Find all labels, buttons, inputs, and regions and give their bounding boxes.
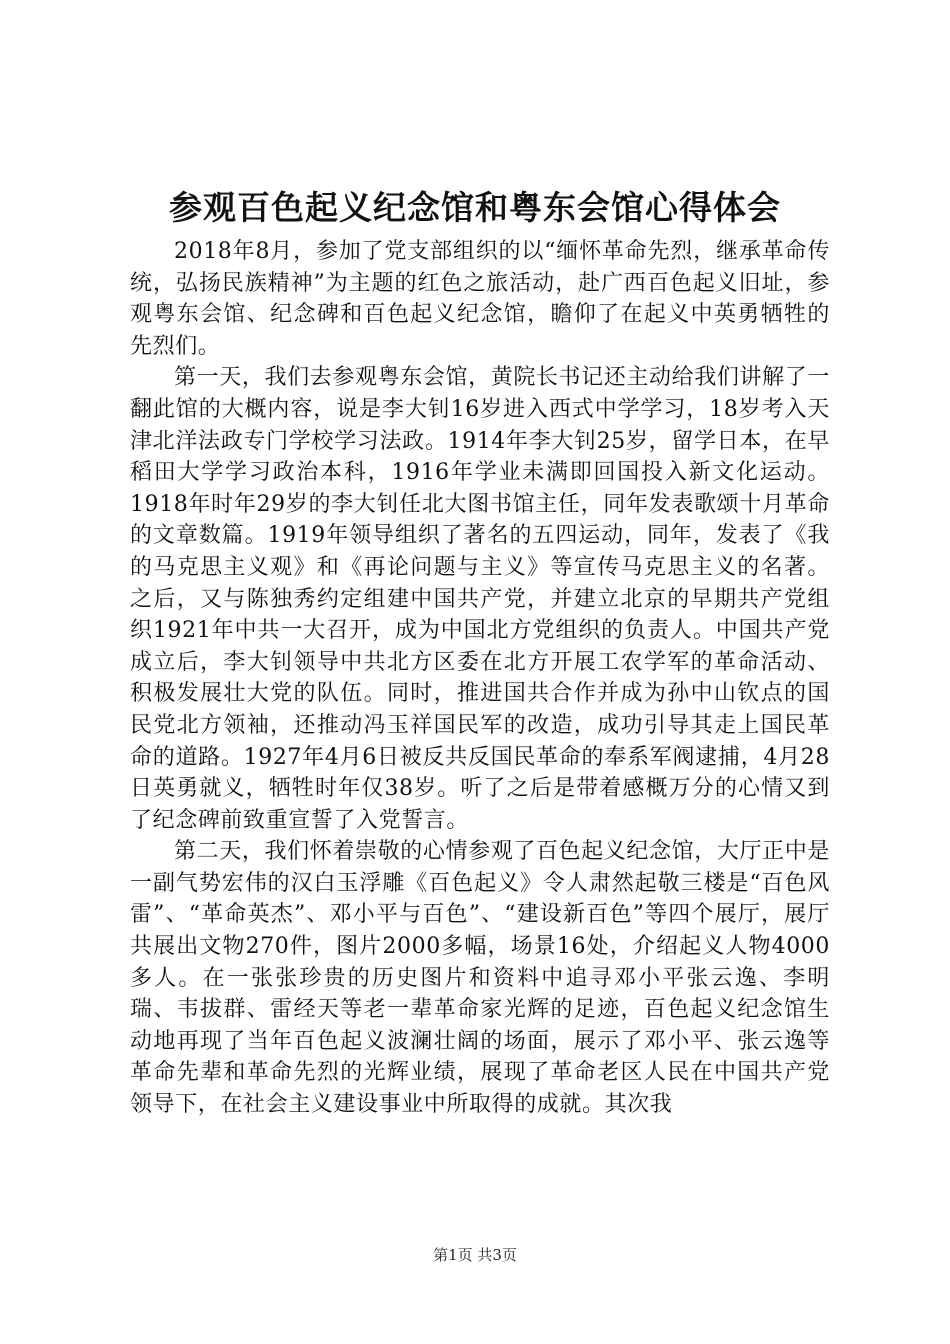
document-title: 参观百色起义纪念馆和粤东会馆心得体会	[169, 188, 781, 227]
paragraph-day-two: 第二天，我们怀着崇敬的心情参观了百色起义纪念馆，大厅正中是一副气势宏伟的汉白玉浮雕《百色起义》令人肃然起敬三楼是“百色风雷”、“革命英杰”、邓小平与百色”、“建设新百色”等四个展厅，展厅共展出文物270件，图片2000多幅，场景16处，介绍起义人物4000多人。在一张张珍贵的历史图片和资料中追寻邓小平张云逸、李明瑞、韦拔群、雷经天等老一辈革命家光辉的足迹，百色起义纪念馆生动地再现了当年百色起义波澜壮阔的场面，展示了邓小平、张云逸等革命先辈和革命先烈的光辉业绩，展现了革命老区人民在中国共产党领导下，在社会主义建设事业中所取得的成就。其次我	[130, 839, 830, 1118]
paragraph-day-one: 第一天，我们去参观粤东会馆，黄院长书记还主动给我们讲解了一翻此馆的大概内容，说是李大钊16岁进入西式中学学习，18岁考入天津北洋法政专门学校学习法政。1914年李大钊25岁，留学日本，在早稻田大学学习政治本科，1916年学业未满即回国投入新文化运动。1918年时年29岁的李大钊任北大图书馆主任，同年发表歌颂十月革命的文章数篇。1919年领导组织了著名的五四运动，同年，发表了《我的马克思主义观》和《再论问题与主义》等宣传马克思主义的名著。之后，又与陈独秀约定组建中国共产党，并建立北京的早期共产党组织1921年中共一大召开，成为中国北方党组织的负责人。中国共产党成立后，李大钊领导中共北方区委在北方开展工农学军的革命活动、积极发展壮大党的队伍。同时，推进国共合作并成为孙中山钦点的国民党北方领袖，还推动冯玉祥国民军的改造，成功引导其走上国民革命的道路。1927年4月6日被反共反国民革命的奉系军阀逮捕，4月28日英勇就义，牺牲时年仅38岁。听了之后是带着感概万分的心情又到了纪念碑前致重宣誓了入党誓言。	[130, 365, 830, 833]
page-footer: 第1页 共3页	[433, 1246, 517, 1264]
paragraph-intro: 2018年8月，参加了党支部组织的以“缅怀革命先烈，继承革命传统，弘扬民族精神”为主题的红色之旅活动，赴广西百色起义旧址，参观粤东会馆、纪念碑和百色起义纪念馆，瞻仰了在起义中英勇牺牲的先烈们。	[130, 239, 830, 359]
document-body	[130, 236, 830, 1121]
